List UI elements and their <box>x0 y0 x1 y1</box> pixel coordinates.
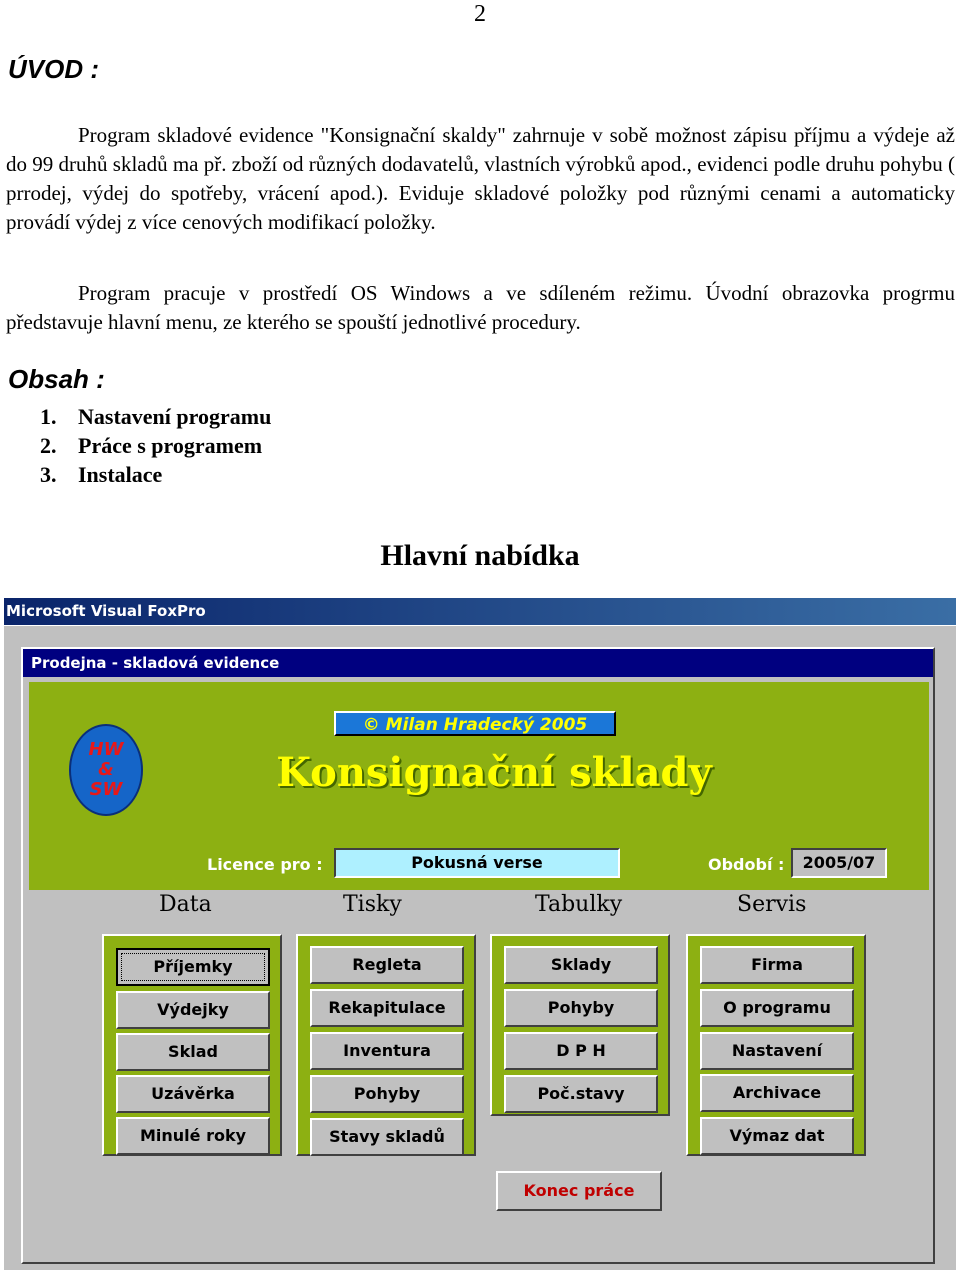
archivace-button[interactable]: Archivace <box>700 1074 854 1112</box>
contents-item-label: Nastavení programu <box>78 404 272 429</box>
contents-item-number: 3. <box>40 462 57 487</box>
vymaz-dat-button[interactable]: Výmaz dat <box>700 1117 854 1155</box>
pocatecni-stavy-button[interactable]: Poč.stavy <box>504 1075 658 1113</box>
rekapitulace-button[interactable]: Rekapitulace <box>310 989 464 1027</box>
vydejky-button[interactable]: Výdejky <box>116 991 270 1029</box>
app-name-title: Konsignační sklady <box>276 749 712 796</box>
group-servis <box>686 934 866 1156</box>
contents-item <box>40 460 271 489</box>
hw-sw-logo <box>69 724 143 816</box>
dph-button[interactable]: D P H <box>504 1032 658 1070</box>
nastaveni-button[interactable]: Nastavení <box>700 1032 854 1070</box>
regleta-button[interactable]: Regleta <box>310 946 464 984</box>
sklady-button[interactable]: Sklady <box>504 946 658 984</box>
firma-button[interactable]: Firma <box>700 946 854 984</box>
prijemky-button[interactable]: Příjemky <box>116 948 270 986</box>
form-title-bar: Prodejna - skladová evidence <box>23 649 933 677</box>
contents-item <box>40 402 271 431</box>
main-menu-screenshot <box>4 598 956 1270</box>
contents-item <box>40 431 271 460</box>
intro-heading: ÚVOD : <box>8 54 99 84</box>
konec-prace-button[interactable]: Konec práce <box>496 1171 662 1211</box>
uzaverka-button[interactable]: Uzávěrka <box>116 1075 270 1113</box>
figure-caption: Hlavní nabídka <box>380 539 580 572</box>
contents-item-label: Práce s programem <box>78 433 263 458</box>
logo-text: HW <box>88 739 124 760</box>
o-programu-button[interactable]: O programu <box>700 989 854 1027</box>
logo-text: SW <box>89 779 123 800</box>
inventura-button[interactable]: Inventura <box>310 1032 464 1070</box>
group-data <box>102 934 282 1156</box>
copyright-label: © Milan Hradecký 2005 <box>334 711 616 736</box>
group-tabulky <box>490 934 670 1116</box>
sklad-button[interactable]: Sklad <box>116 1033 270 1071</box>
minule-roky-button[interactable]: Minulé roky <box>116 1117 270 1155</box>
intro-paragraph-1: Program skladové evidence "Konsignační skaldy" zahrnuje v sobě možnost zápisu příjmu a výdeje až do 99 druhů skladů ma př. zboží od různých dodavatelů, vlastních výrobků apod., evidenci podle druhu pohybu ( prrodej, výdej do spotřeby, vrácení apod.). Eviduje skladové položky pod různými cenami a automaticky provádí výdej z více cenových modifikací položky. <box>6 123 955 234</box>
group-title-tabulky: Tabulky <box>535 892 623 917</box>
form-body <box>29 682 929 1258</box>
contents-heading: Obsah : <box>8 364 105 394</box>
app-title-bar: Microsoft Visual FoxPro <box>4 598 956 625</box>
contents-list <box>40 402 271 489</box>
logo-text: & <box>98 759 114 780</box>
page-number: 2 <box>474 1 486 27</box>
pohyby-tisk-button[interactable]: Pohyby <box>310 1075 464 1113</box>
stavy-skladu-button[interactable]: Stavy skladů <box>310 1118 464 1156</box>
group-title-data: Data <box>159 892 212 917</box>
main-form-window <box>21 647 935 1264</box>
period-label: Období : <box>708 855 785 874</box>
licence-label: Licence pro : <box>207 855 323 874</box>
pohyby-tabulka-button[interactable]: Pohyby <box>504 989 658 1027</box>
intro-paragraph-2: Program pracuje v prostředí OS Windows a ve sdíleném režimu. Úvodní obrazovka progrmu představuje hlavní menu, ze kterého se spouští jednotlivé procedury. <box>6 281 955 334</box>
contents-item-number: 1. <box>40 404 57 429</box>
group-title-tisky: Tisky <box>343 892 402 917</box>
period-field: 2005/07 <box>791 848 887 878</box>
contents-item-label: Instalace <box>78 462 163 487</box>
group-title-servis: Servis <box>737 892 807 917</box>
group-tisky <box>296 934 476 1156</box>
licence-field: Pokusná verse <box>334 848 620 878</box>
contents-item-number: 2. <box>40 433 57 458</box>
